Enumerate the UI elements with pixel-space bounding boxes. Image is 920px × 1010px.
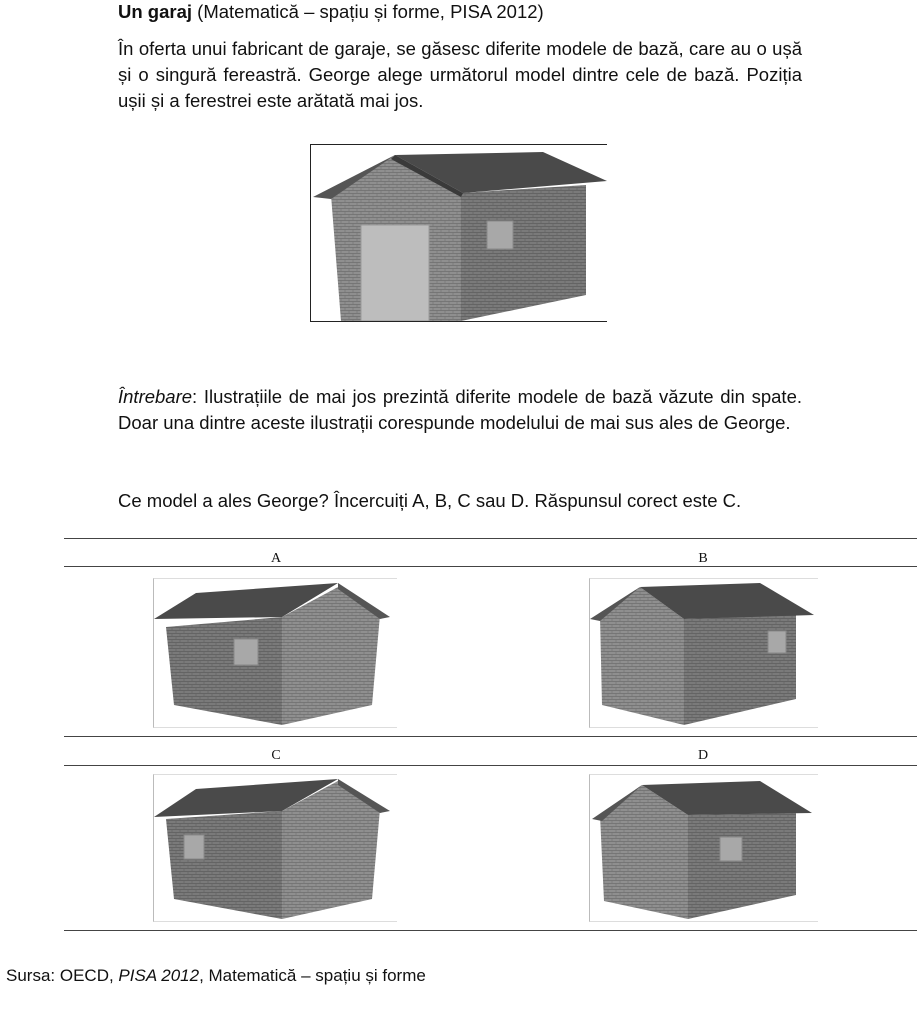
source-suffix: , Matematică – spațiu și forme	[199, 966, 426, 985]
problem-title	[118, 0, 544, 25]
option-b-drawing	[590, 579, 818, 727]
question-text: : Ilustrațiile de mai jos prezintă diferite modele de bază văzute din spate. Doar una dintre aceste ilustrații corespunde modelului de mai sus ales de George.	[118, 386, 802, 433]
option-a-figure	[153, 578, 397, 728]
table-rule	[64, 930, 917, 931]
answer-prompt: Ce model a ales George? Încercuiți A, B, C sau D. Răspunsul corect este C.	[118, 490, 742, 511]
table-rule	[64, 736, 917, 737]
table-rule	[64, 538, 917, 539]
option-c-label: C	[271, 748, 281, 763]
option-a-label: A	[270, 551, 282, 566]
option-a-drawing	[154, 579, 397, 727]
question-paragraph	[118, 384, 802, 436]
table-rule	[64, 566, 917, 567]
table-rule	[64, 765, 917, 766]
option-c-figure	[153, 774, 397, 922]
option-b-label: B	[698, 551, 708, 566]
option-d-label: D	[697, 748, 709, 763]
option-d-drawing	[590, 775, 818, 921]
option-d-figure	[589, 774, 818, 922]
option-b-figure	[589, 578, 818, 728]
question-label: Întrebare	[118, 386, 193, 407]
source-prefix: Sursa: OECD,	[6, 966, 119, 985]
title-bold: Un garaj	[118, 1, 193, 22]
main-garage-figure	[310, 144, 607, 322]
option-c-drawing	[154, 775, 397, 921]
main-garage-drawing	[311, 145, 607, 321]
source-italic: PISA 2012	[118, 966, 200, 985]
intro-paragraph: În oferta unui fabricant de garaje, se găsesc diferite modele de bază, care au o ușă și o singură fereastră. George alege următorul model dintre cele de bază. Poziția ușii și a ferestrei este arătată mai jos.	[118, 38, 802, 111]
title-rest: (Matematică – spațiu și forme, PISA 2012)	[192, 1, 544, 22]
source-citation	[6, 963, 426, 989]
